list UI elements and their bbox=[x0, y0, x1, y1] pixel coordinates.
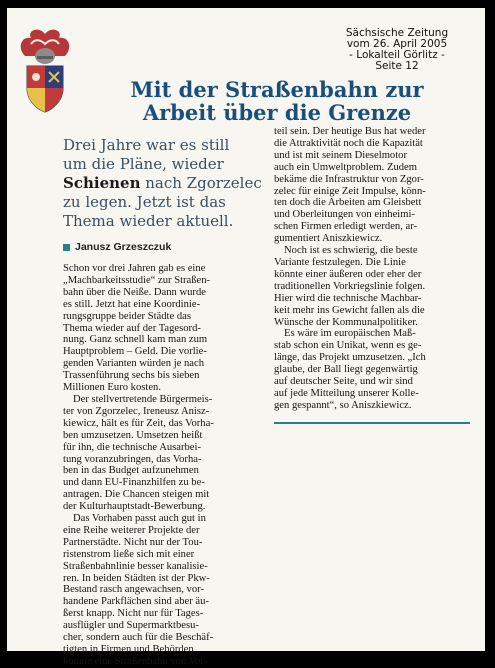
text-line: könnte einer äußeren oder eher der bbox=[274, 268, 422, 280]
text-line: Der stellvertretende Bürgermeis- bbox=[73, 393, 213, 405]
text-line: der Kulturhauptstadt-Bewerbung. bbox=[63, 501, 206, 513]
text-line: für ihn, die technische Ausarbei- bbox=[63, 441, 201, 453]
author-name: Janusz Grzeszczuk bbox=[75, 241, 172, 253]
text-line: cher, sondern auch für die Beschäf- bbox=[63, 632, 214, 644]
text-line: schen Firmen erledigt werden, ar- bbox=[274, 221, 418, 233]
text-line: ben umzusetzen. Umsetzen heißt bbox=[63, 429, 203, 441]
text-line: ristenstrom ließe sich mit einer bbox=[63, 548, 195, 560]
text-line: Hier wird die technische Machbar- bbox=[274, 292, 422, 304]
lead-line bbox=[63, 174, 268, 193]
text-line: ßerst knapp. Nicht nur für Tages- bbox=[63, 608, 204, 620]
text-line: zelec für einige Zeit Impulse, könn- bbox=[274, 185, 426, 197]
text-line: auf jede Mitteilung unserer Kolle- bbox=[274, 387, 419, 399]
text-line: und dann EU-Finanzhilfen zu be- bbox=[63, 477, 205, 489]
text-line: stab schon ein Unikat, wenn es ge- bbox=[274, 340, 422, 352]
source-date: vom 26. April 2005 bbox=[346, 38, 448, 50]
text-line: es still. Jetzt hat eine Koordinie- bbox=[63, 298, 201, 310]
article-column-left bbox=[63, 136, 268, 668]
text-line: „Machbarkeitsstudie“ zur Straßen- bbox=[63, 274, 211, 286]
lead-line-rest: nach Zgorzelec bbox=[140, 174, 262, 192]
lead-line: Thema wieder aktuell. bbox=[63, 212, 234, 230]
text-line: nung. Ganz schnell kam man zum bbox=[63, 334, 208, 346]
headline-line: Arbeit über die Grenze bbox=[142, 100, 412, 125]
newspaper-clipping bbox=[7, 8, 485, 667]
text-line: antragen. Die Chancen steigen mit bbox=[63, 489, 210, 501]
text-line: Partnerstädte. Nicht nur der Tou- bbox=[63, 536, 203, 548]
text-line: und Oberleitungen von einheimi- bbox=[274, 209, 415, 221]
text-line: gen gespannt“, so Aniszkiewicz. bbox=[274, 399, 412, 411]
text-line: Thema wieder auf der Tagesord- bbox=[63, 322, 201, 334]
text-line: Das Vorhaben passt auch gut in bbox=[73, 513, 206, 525]
text-line: Variante festzulegen. Die Linie bbox=[274, 256, 406, 268]
text-line: kiewicz, hält es für Zeit, das Vorha- bbox=[63, 417, 214, 429]
text-line: die Attraktivität noch die Kapazität bbox=[274, 137, 423, 149]
text-line: könnte eine Straßenbahn von Vor- bbox=[63, 655, 208, 667]
text-line: und ist mit seinem Dieselmotor bbox=[274, 149, 407, 161]
text-line: ben in das Budget aufzunehmen bbox=[63, 465, 199, 477]
text-line: Bestand rasch angewachsen, vor- bbox=[63, 584, 204, 596]
text-line: ten doch die Arbeiten am Gleisbett bbox=[274, 197, 422, 209]
text-line: Wünsche der Kommunalpolitiker. bbox=[274, 316, 418, 328]
text-line: traditionellen Vorkriegslinie folgen. bbox=[274, 280, 426, 292]
lead-line: um die Pläne, wieder bbox=[63, 155, 224, 173]
body-text-left bbox=[63, 263, 268, 668]
lead-line: zu legen. Jetzt ist das bbox=[63, 193, 226, 211]
article-column-right bbox=[274, 126, 476, 424]
lead-line: Drei Jahre war es still bbox=[63, 136, 230, 154]
source-section: - Lokalteil Görlitz - bbox=[349, 49, 445, 61]
text-line: Straßenbahnlinie besser kanalisie- bbox=[63, 560, 208, 572]
text-line: ter von Zgorzelec, Ireneusz Anisz- bbox=[63, 405, 210, 417]
text-line: auch ein Umweltproblem. Zudem bbox=[274, 161, 417, 173]
body-text-right bbox=[274, 126, 476, 412]
text-line: gumentiert Aniszkiewicz. bbox=[274, 233, 383, 245]
headline bbox=[87, 78, 467, 124]
lead-paragraph bbox=[63, 136, 268, 231]
source-note bbox=[327, 28, 467, 72]
text-line: Hauptproblem – Geld. Die vorlie- bbox=[63, 346, 207, 358]
end-rule bbox=[274, 422, 470, 424]
text-line: länge, das Projekt umzusetzen. „Ich bbox=[274, 352, 426, 364]
text-line: tung voranzubringen, das Vorha- bbox=[63, 453, 202, 465]
text-line: ausflügler und Supermarktbesu- bbox=[63, 620, 199, 632]
text-line: handene Parkflächen sind aber äu- bbox=[63, 596, 209, 608]
text-line: Millionen Euro kosten. bbox=[63, 382, 161, 394]
text-line: eine Reihe weiterer Projekte der bbox=[63, 524, 200, 536]
text-line: Noch ist es schwierig, die beste bbox=[284, 245, 418, 257]
lead-highlight: Schienen bbox=[63, 174, 141, 192]
text-line: Schon vor drei Jahren gab es eine bbox=[63, 263, 206, 274]
text-line: tigten in Firmen und Behörden bbox=[63, 644, 194, 655]
byline bbox=[63, 241, 268, 253]
byline-square-icon bbox=[63, 244, 70, 251]
text-line: genden Varianten würden je nach bbox=[63, 358, 204, 370]
source-page: Seite 12 bbox=[375, 60, 419, 72]
text-line: teil sein. Der heutige Bus hat weder bbox=[274, 126, 426, 137]
text-line: bekäme die Infrastruktur von Zgor- bbox=[274, 173, 424, 185]
text-line: Trassenführung sechs bis sieben bbox=[63, 370, 200, 382]
text-line: Es wäre im europäischen Maß- bbox=[284, 328, 416, 340]
text-line: bahn über die Neiße. Dann wurde bbox=[63, 286, 206, 298]
headline-line: Mit der Straßenbahn zur bbox=[130, 77, 424, 102]
text-line: auf deutscher Seite, und wir sind bbox=[274, 376, 413, 388]
coat-of-arms-icon bbox=[17, 26, 73, 114]
source-newspaper: Sächsische Zeitung bbox=[345, 27, 449, 39]
text-line: ren. In beiden Städten ist der Pkw- bbox=[63, 572, 210, 584]
text-line: rungsgruppe beider Städte das bbox=[63, 310, 191, 322]
text-line: keit mehr ins Gewicht fallen als die bbox=[274, 304, 425, 316]
text-line: glaube, der Ball liegt gegenwärtig bbox=[274, 364, 418, 376]
